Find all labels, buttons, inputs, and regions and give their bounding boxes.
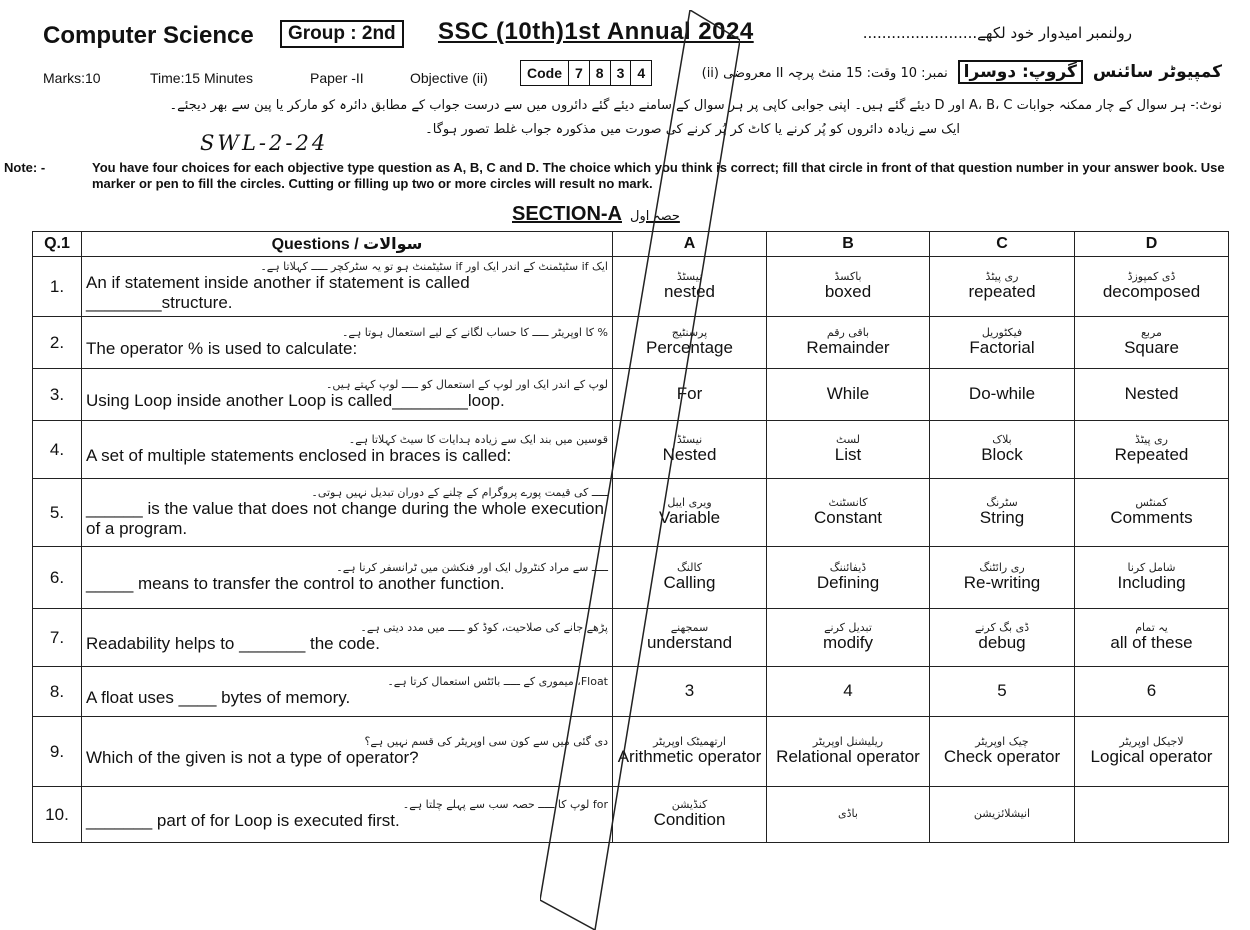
table-row	[33, 787, 1229, 843]
english-note	[4, 160, 1244, 191]
option-b-english: 4	[843, 681, 853, 701]
option-b-urdu: ریلیشنل اوپریٹر	[812, 735, 884, 749]
option-d	[1075, 317, 1229, 369]
option-d-urdu: شامل کرنا	[1127, 561, 1176, 575]
option-d-english: Comments	[1110, 508, 1193, 528]
option-a-urdu: نیسٹڈ	[676, 270, 703, 284]
question-number: 4.	[33, 421, 82, 479]
option-a	[613, 317, 767, 369]
option-a	[613, 479, 767, 547]
option-c-urdu: انیشلائزیشن	[973, 807, 1031, 821]
question-cell	[82, 317, 613, 369]
urdu-header-line	[702, 62, 1222, 82]
question-cell	[82, 421, 613, 479]
code-digit: 4	[637, 65, 646, 81]
table-header-row	[33, 232, 1229, 257]
option-d-urdu: لاجیکل اوپریٹر	[1119, 735, 1184, 749]
option-d-english: Repeated	[1114, 445, 1189, 465]
code-digit: 7	[569, 61, 590, 85]
question-cell	[82, 479, 613, 547]
option-d-english: decomposed	[1102, 282, 1201, 302]
option-c	[930, 717, 1075, 787]
header-b: B	[767, 232, 930, 257]
option-d-urdu: مربع	[1141, 326, 1162, 340]
question-number: 8.	[33, 667, 82, 717]
option-d-urdu: ڈی کمپوزڈ	[1127, 270, 1176, 284]
option-b	[767, 787, 930, 843]
option-a	[613, 787, 767, 843]
table-row	[33, 369, 1229, 421]
option-d	[1075, 421, 1229, 479]
question-urdu: قوسین میں بند ایک سے زیادہ ہدایات کا سیٹ کہلاتا ہے۔	[348, 433, 608, 447]
option-b-urdu: لسٹ	[836, 433, 860, 447]
option-d	[1075, 609, 1229, 667]
option-b-english: List	[834, 445, 862, 465]
table-row	[33, 479, 1229, 547]
section-title: SECTION-A	[512, 203, 622, 225]
option-a-english: Arithmetic operator	[617, 747, 762, 767]
option-b-english: modify	[822, 633, 874, 653]
option-d	[1075, 369, 1229, 421]
option-d-english: Including	[1117, 573, 1186, 593]
question-english: A float uses ____ bytes of memory.	[86, 688, 351, 708]
option-a-urdu: کالنگ	[676, 561, 703, 575]
option-d-urdu: کمنٹس	[1135, 496, 1168, 510]
code-digit: 3	[611, 61, 632, 85]
question-number: 10.	[33, 787, 82, 843]
option-a-english: Variable	[658, 508, 721, 528]
header-a: A	[613, 232, 767, 257]
option-c-english: 5	[997, 681, 1007, 701]
option-b-english: boxed	[824, 282, 872, 302]
option-b-english: Constant	[813, 508, 883, 528]
question-number: 5.	[33, 479, 82, 547]
option-d-english: 6	[1146, 681, 1157, 701]
table-row	[33, 317, 1229, 369]
option-b	[767, 667, 930, 717]
option-d-english: all of these	[1110, 633, 1193, 653]
option-c-english: debug	[978, 633, 1026, 653]
question-english: A set of multiple statements enclosed in braces is called:	[86, 446, 512, 466]
table-row	[33, 547, 1229, 609]
option-a-english: 3	[684, 681, 695, 701]
option-a-urdu: ویری ایبل	[667, 496, 712, 510]
option-c	[930, 479, 1075, 547]
question-number: 2.	[33, 317, 82, 369]
question-table	[32, 231, 1229, 843]
urdu-subject: کمپیوٹر سائنس	[1092, 62, 1222, 82]
group-box: Group : 2nd	[280, 20, 404, 48]
header-c: C	[930, 232, 1075, 257]
time-label: Time:15 Minutes	[150, 70, 253, 86]
option-b	[767, 717, 930, 787]
option-a-english: Nested	[662, 445, 717, 465]
option-d	[1075, 257, 1229, 317]
option-a	[613, 609, 767, 667]
option-c-urdu: چیک اوپریٹر	[975, 735, 1029, 749]
question-rows	[33, 257, 1229, 843]
option-b-urdu: تبدیل کرنے	[824, 621, 872, 635]
option-c-urdu: ڈی بگ کرنے	[974, 621, 1030, 635]
option-d-english: Logical operator	[1090, 747, 1213, 767]
option-b-urdu: ڈیفائننگ	[829, 561, 867, 575]
question-urdu: for لوپ کا ـــــ حصہ سب سے پہلے چلتا ہے۔	[402, 798, 608, 812]
option-b	[767, 421, 930, 479]
option-c	[930, 667, 1075, 717]
option-b	[767, 479, 930, 547]
option-a-english: nested	[663, 282, 716, 302]
option-a-english: Calling	[663, 573, 716, 593]
urdu-roll-number-line: رولنمبر امیدوار خود لکھے........................	[862, 24, 1132, 42]
option-c-english: String	[979, 508, 1025, 528]
option-c-urdu: سٹرنگ	[986, 496, 1018, 510]
table-row	[33, 717, 1229, 787]
option-c-english: repeated	[968, 282, 1036, 302]
question-cell	[82, 547, 613, 609]
question-cell	[82, 369, 613, 421]
question-english: Readability helps to _______ the code.	[86, 634, 380, 654]
option-c	[930, 547, 1075, 609]
option-a	[613, 667, 767, 717]
question-urdu: لوپ کے اندر ایک اور لوپ کے استعمال کو ـــــ لوپ کہتے ہیں۔	[325, 378, 608, 392]
option-c	[930, 369, 1075, 421]
option-d-english: Nested	[1124, 384, 1179, 404]
code-box	[520, 60, 652, 86]
note-label: Note: -	[4, 160, 46, 175]
option-b-english: Relational operator	[776, 747, 920, 767]
urdu-note-line-1: نوٹ:- ہر سوال کے چار ممکنہ جوابات A، B، C اور D دیئے گئے ہیں۔ اپنی جوابی کاپی پر ہر سوال کے سامنے دیئے گئے دائروں میں سے درست جواب کے مطابق دائرہ کو مارکر یا پین سے بھر دیجئے۔	[169, 98, 1222, 113]
question-urdu: پڑھے جانے کی صلاحیت، کوڈ کو ـــــ میں مدد دیتی ہے۔	[360, 621, 608, 635]
question-english: _______ part of for Loop is executed first.	[86, 811, 400, 831]
option-d	[1075, 547, 1229, 609]
option-b-urdu: باکسڈ	[834, 270, 862, 284]
note-text: You have four choices for each objective type question as A, B, C and D. The choice which you think is correct; fill that circle in front of that question number in your answer book. Use marker or pen to fill the circles. Cutting or filling up two or more circles will result no mark.	[92, 160, 1225, 191]
question-english: An if statement inside another if statement is called ________structure.	[86, 273, 470, 312]
table-row	[33, 667, 1229, 717]
subject-title: Computer Science	[43, 22, 254, 49]
option-a-english: understand	[646, 633, 733, 653]
option-a-urdu: نیسٹڈ	[676, 433, 703, 447]
option-c	[930, 421, 1075, 479]
option-c-english: Block	[981, 445, 1023, 465]
question-english: Using Loop inside another Loop is called________loop.	[86, 391, 505, 411]
section-urdu: حصہ اول	[630, 208, 680, 223]
question-cell	[82, 257, 613, 317]
option-c-english: Check operator	[943, 747, 1061, 767]
option-c-english: Do-while	[968, 384, 1036, 404]
option-b	[767, 609, 930, 667]
option-d-urdu: یہ تمام	[1135, 621, 1168, 635]
option-c	[930, 317, 1075, 369]
option-c-english: Re-writing	[963, 573, 1041, 593]
paper-label: Paper -II	[310, 70, 364, 86]
option-c	[930, 787, 1075, 843]
option-d	[1075, 787, 1229, 843]
table-row	[33, 609, 1229, 667]
urdu-group-box: گروپ: دوسرا	[958, 60, 1083, 84]
option-a	[613, 257, 767, 317]
option-a	[613, 369, 767, 421]
marks-label: Marks:10	[43, 70, 101, 86]
code-label: Code	[521, 61, 569, 85]
table-row	[33, 421, 1229, 479]
urdu-note-line-2: ایک سے زیادہ دائروں کو پُر کرنے یا کاٹ کر پُر کرنے کی صورت میں مذکورہ جواب غلط تصور ہوگا۔	[425, 122, 960, 137]
option-b-urdu: باڈی	[838, 807, 858, 821]
question-cell	[82, 787, 613, 843]
question-number: 9.	[33, 717, 82, 787]
question-cell	[82, 609, 613, 667]
option-c-urdu: بلاک	[992, 433, 1012, 447]
option-a	[613, 547, 767, 609]
option-b-english: Remainder	[806, 338, 890, 358]
option-a	[613, 421, 767, 479]
option-b-urdu: کانسٹنٹ	[828, 496, 868, 510]
question-urdu: ـــــ کی قیمت پورے پروگرام کے چلنے کے دوران تبدیل نہیں ہوتی۔	[311, 486, 608, 500]
section-heading	[512, 203, 680, 226]
option-c-urdu: ری پیٹڈ	[985, 270, 1019, 284]
objective-label: Objective (ii)	[410, 70, 488, 86]
question-urdu: دی گئی میں سے کون سی اوپریٹر کی قسم نہیں ہے؟	[364, 735, 608, 749]
question-english: _____ means to transfer the control to another function.	[86, 574, 505, 594]
option-b	[767, 257, 930, 317]
option-a-urdu: ارتھمیٹک اوپریٹر	[653, 735, 726, 749]
question-english: Which of the given is not a type of operator?	[86, 748, 419, 768]
question-number: 1.	[33, 257, 82, 317]
option-b	[767, 369, 930, 421]
option-a-urdu: کنڈیشن	[671, 798, 708, 812]
question-cell	[82, 717, 613, 787]
option-b-english: While	[826, 384, 870, 404]
option-c	[930, 609, 1075, 667]
option-d-english: Square	[1124, 338, 1179, 358]
handwritten-code: SWL-2-24	[200, 131, 329, 155]
question-english: The operator % is used to calculate:	[86, 339, 358, 359]
option-b-english: Defining	[816, 573, 880, 593]
option-b	[767, 317, 930, 369]
header-questions: Questions / سوالات	[82, 232, 613, 257]
option-a-english: Percentage	[646, 338, 733, 358]
table-row	[33, 257, 1229, 317]
header-q: Q.1	[33, 232, 82, 257]
code-digit: 8	[590, 61, 611, 85]
option-d	[1075, 667, 1229, 717]
option-c-urdu: ری رائٹنگ	[979, 561, 1025, 575]
question-english: ______ is the value that does not change during the whole execution of a program.	[86, 499, 604, 538]
option-a	[613, 717, 767, 787]
question-number: 7.	[33, 609, 82, 667]
urdu-marks-time: نمبر: 10 وقت: 15 منٹ پرچہ II معروضی (ii)	[701, 66, 948, 81]
option-a-english: For	[676, 384, 703, 404]
option-a-urdu: پرسنٹیج	[671, 326, 708, 340]
question-urdu: ـــــ سے مراد کنٹرول ایک اور فنکشن میں ٹرانسفر کرنا ہے۔	[336, 561, 608, 575]
option-b-urdu: باقی رقم	[826, 326, 870, 340]
question-cell	[82, 667, 613, 717]
header-d: D	[1075, 232, 1229, 257]
option-b	[767, 547, 930, 609]
question-urdu: % کا اوپریٹر ـــــ کا حساب لگانے کے لیے استعمال ہوتا ہے۔	[341, 326, 608, 340]
question-number: 3.	[33, 369, 82, 421]
exam-title: SSC (10th)1st Annual 2024	[438, 18, 754, 45]
question-urdu: ایک if سٹیٹمنٹ کے اندر ایک اور if سٹیٹمنٹ ہو تو یہ سٹرکچر ـــــ کہلاتا ہے۔	[260, 260, 608, 274]
option-d	[1075, 479, 1229, 547]
option-a-english: Condition	[653, 810, 726, 830]
option-d	[1075, 717, 1229, 787]
option-d-urdu: ری پیٹڈ	[1135, 433, 1168, 447]
option-a-urdu: سمجھنے	[670, 621, 709, 635]
question-urdu: Float، میموری کے ـــــ بائٹس استعمال کرتا ہے۔	[387, 675, 608, 689]
question-number: 6.	[33, 547, 82, 609]
option-c-english: Factorial	[969, 338, 1035, 358]
option-c-urdu: فیکٹوریل	[981, 326, 1023, 340]
option-c	[930, 257, 1075, 317]
